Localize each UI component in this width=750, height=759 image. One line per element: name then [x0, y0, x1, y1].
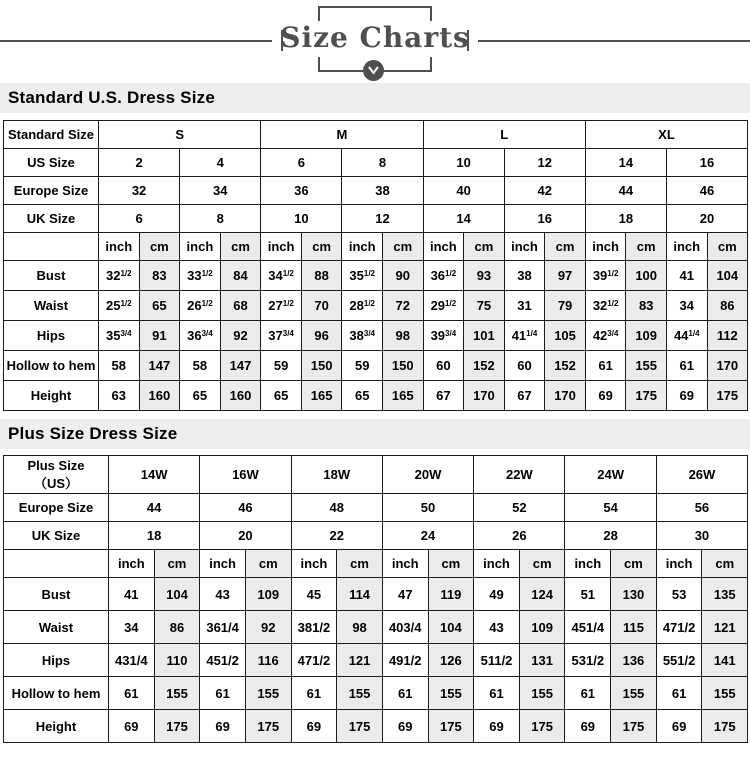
unit-cm-cell: cm — [428, 550, 474, 578]
row-label: UK Size — [4, 205, 99, 233]
table-cell: $32^{1/2}$ — [99, 261, 140, 291]
unit-cm-cell: cm — [337, 550, 383, 578]
table-cell: 26W — [656, 456, 747, 494]
table-cell: 155 — [337, 677, 383, 710]
table-row — [4, 177, 748, 205]
table-cell: 47 — [382, 578, 428, 611]
table-cell: 165 — [382, 381, 423, 411]
table-cell: 68 — [220, 291, 261, 321]
table-cell: 31 — [504, 291, 545, 321]
table-cell: 20 — [200, 522, 291, 550]
table-cell: 58 — [99, 351, 140, 381]
table-cell: 92 — [220, 321, 261, 351]
table-cell: 69 — [291, 710, 337, 743]
table-cell: $35^{1/2}$ — [342, 261, 383, 291]
table-cell: 90 — [382, 261, 423, 291]
table-cell: 155 — [428, 677, 474, 710]
table-cell: 56 — [656, 494, 747, 522]
table-row — [4, 578, 748, 611]
table-cell: $26^{1/2}$ — [180, 291, 221, 321]
table-cell: 10 — [423, 149, 504, 177]
unit-header-row — [4, 233, 748, 261]
table-cell: 40 — [423, 177, 504, 205]
standard-section-title: Standard U.S. Dress Size — [8, 88, 215, 107]
table-cell: 130 — [611, 578, 657, 611]
table-cell: 16W — [200, 456, 291, 494]
table-cell: 155 — [626, 351, 667, 381]
table-cell: 155 — [519, 677, 565, 710]
table-cell: 18 — [109, 522, 200, 550]
table-cell: 381/2 — [291, 611, 337, 644]
table-cell: 59 — [342, 351, 383, 381]
table-cell: 24W — [565, 456, 656, 494]
table-cell: 109 — [245, 578, 291, 611]
table-cell: 451/4 — [565, 611, 611, 644]
table-cell: 69 — [666, 381, 707, 411]
table-cell: 131 — [519, 644, 565, 677]
table-cell: 61 — [656, 677, 702, 710]
plus-section-title: Plus Size Dress Size — [8, 424, 178, 443]
table-cell: 175 — [611, 710, 657, 743]
table-cell: 531/2 — [565, 644, 611, 677]
table-cell: 44 — [109, 494, 200, 522]
table-cell: 104 — [707, 261, 748, 291]
table-cell: 43 — [200, 578, 246, 611]
table-cell: $42^{3/4}$ — [585, 321, 626, 351]
unit-cm-cell: cm — [301, 233, 342, 261]
row-label: Europe Size — [4, 494, 109, 522]
unit-cm-cell: cm — [245, 550, 291, 578]
table-cell: 63 — [99, 381, 140, 411]
table-cell: 41 — [666, 261, 707, 291]
table-cell: 2 — [99, 149, 180, 177]
table-cell: 135 — [702, 578, 748, 611]
table-cell: 69 — [382, 710, 428, 743]
table-row — [4, 121, 748, 149]
table-cell: 50 — [382, 494, 473, 522]
table-cell: 61 — [382, 677, 428, 710]
table-cell: 170 — [545, 381, 586, 411]
plus-section-band — [0, 419, 750, 449]
row-label: Bust — [4, 261, 99, 291]
table-cell: 26 — [474, 522, 565, 550]
unit-inch-cell: inch — [504, 233, 545, 261]
row-label: Waist — [4, 291, 99, 321]
table-cell: 175 — [428, 710, 474, 743]
table-cell: 16 — [666, 149, 747, 177]
row-label: Europe Size — [4, 177, 99, 205]
unit-cm-cell: cm — [702, 550, 748, 578]
table-row — [4, 351, 748, 381]
table-row — [4, 677, 748, 710]
table-cell: 69 — [474, 710, 520, 743]
table-cell: $37^{3/4}$ — [261, 321, 302, 351]
row-label: Hips — [4, 321, 99, 351]
table-cell: 104 — [428, 611, 474, 644]
table-cell: 72 — [382, 291, 423, 321]
table-cell: 4 — [180, 149, 261, 177]
table-cell: 59 — [261, 351, 302, 381]
row-label: Height — [4, 381, 99, 411]
table-cell: 65 — [261, 381, 302, 411]
table-cell: $41^{1/4}$ — [504, 321, 545, 351]
table-cell: 551/2 — [656, 644, 702, 677]
table-cell: 175 — [702, 710, 748, 743]
table-cell: 41 — [109, 578, 155, 611]
table-cell: 147 — [220, 351, 261, 381]
table-row — [4, 456, 748, 494]
row-label: Hollow to hem — [4, 677, 109, 710]
table-cell: 431/4 — [109, 644, 155, 677]
table-cell: 58 — [180, 351, 221, 381]
table-cell: 45 — [291, 578, 337, 611]
table-cell: 8 — [342, 149, 423, 177]
table-cell: 79 — [545, 291, 586, 321]
row-label: Hollow to hem — [4, 351, 99, 381]
table-cell: 22W — [474, 456, 565, 494]
unit-header-row — [4, 550, 748, 578]
table-cell: 18W — [291, 456, 382, 494]
table-cell: 49 — [474, 578, 520, 611]
row-label: Bust — [4, 578, 109, 611]
table-cell: 471/2 — [291, 644, 337, 677]
table-cell: 14 — [585, 149, 666, 177]
table-cell: 14W — [109, 456, 200, 494]
table-cell: 93 — [464, 261, 505, 291]
unit-inch-cell: inch — [261, 233, 302, 261]
table-row — [4, 291, 748, 321]
table-row — [4, 522, 748, 550]
unit-inch-cell: inch — [666, 233, 707, 261]
table-cell: 136 — [611, 644, 657, 677]
unit-inch-cell: inch — [585, 233, 626, 261]
table-cell: 100 — [626, 261, 667, 291]
table-cell: 147 — [139, 351, 180, 381]
chevron-down-icon — [363, 60, 384, 81]
table-cell: 175 — [707, 381, 748, 411]
table-cell: 175 — [519, 710, 565, 743]
table-cell: 121 — [702, 611, 748, 644]
table-cell: 36 — [261, 177, 342, 205]
table-cell: 20W — [382, 456, 473, 494]
unit-inch-cell: inch — [180, 233, 221, 261]
table-cell: 10 — [261, 205, 342, 233]
table-cell: 141 — [702, 644, 748, 677]
unit-cm-cell: cm — [464, 233, 505, 261]
unit-cm-cell: cm — [626, 233, 667, 261]
unit-cm-cell: cm — [139, 233, 180, 261]
table-cell: $44^{1/4}$ — [666, 321, 707, 351]
empty-corner-cell — [4, 233, 99, 261]
table-cell: 155 — [611, 677, 657, 710]
table-cell: 96 — [301, 321, 342, 351]
table-cell: 61 — [474, 677, 520, 710]
unit-inch-cell: inch — [565, 550, 611, 578]
table-cell: 44 — [585, 177, 666, 205]
table-cell: 61 — [291, 677, 337, 710]
size-charts-banner — [0, 0, 750, 83]
table-cell: 88 — [301, 261, 342, 291]
table-cell: 403/4 — [382, 611, 428, 644]
table-cell: 155 — [245, 677, 291, 710]
table-cell: 98 — [337, 611, 383, 644]
table-cell: 97 — [545, 261, 586, 291]
table-cell: 65 — [139, 291, 180, 321]
table-cell: 112 — [707, 321, 748, 351]
table-cell: 12 — [342, 205, 423, 233]
table-cell: 14 — [423, 205, 504, 233]
table-cell: 98 — [382, 321, 423, 351]
table-cell: $36^{3/4}$ — [180, 321, 221, 351]
banner-top-bracket — [318, 6, 432, 21]
table-row — [4, 261, 748, 291]
table-cell: $33^{1/2}$ — [180, 261, 221, 291]
table-cell: 61 — [109, 677, 155, 710]
table-cell: 109 — [626, 321, 667, 351]
table-cell: 152 — [464, 351, 505, 381]
table-cell: $25^{1/2}$ — [99, 291, 140, 321]
table-cell: 6 — [99, 205, 180, 233]
table-cell: 91 — [139, 321, 180, 351]
unit-inch-cell: inch — [474, 550, 520, 578]
standard-size-table — [3, 120, 748, 411]
table-cell: 175 — [245, 710, 291, 743]
table-cell: 46 — [666, 177, 747, 205]
table-cell: 20 — [666, 205, 747, 233]
table-cell: 105 — [545, 321, 586, 351]
unit-cm-cell: cm — [611, 550, 657, 578]
row-label: Waist — [4, 611, 109, 644]
table-row — [4, 494, 748, 522]
table-cell: 54 — [565, 494, 656, 522]
table-cell: $27^{1/2}$ — [261, 291, 302, 321]
table-cell: 116 — [245, 644, 291, 677]
table-cell: 51 — [565, 578, 611, 611]
table-cell: 175 — [337, 710, 383, 743]
table-cell: 115 — [611, 611, 657, 644]
table-cell: 104 — [154, 578, 200, 611]
table-cell: 42 — [504, 177, 585, 205]
table-row — [4, 205, 748, 233]
table-cell: 83 — [626, 291, 667, 321]
table-row — [4, 644, 748, 677]
table-cell: 65 — [180, 381, 221, 411]
unit-cm-cell: cm — [519, 550, 565, 578]
unit-inch-cell: inch — [99, 233, 140, 261]
table-cell: 451/2 — [200, 644, 246, 677]
table-cell: 16 — [504, 205, 585, 233]
table-cell: $32^{1/2}$ — [585, 291, 626, 321]
table-cell: 61 — [585, 351, 626, 381]
table-cell: $35^{3/4}$ — [99, 321, 140, 351]
table-cell: 69 — [585, 381, 626, 411]
unit-cm-cell: cm — [707, 233, 748, 261]
table-cell: 175 — [154, 710, 200, 743]
table-cell: $38^{3/4}$ — [342, 321, 383, 351]
table-cell: 491/2 — [382, 644, 428, 677]
table-cell: 160 — [139, 381, 180, 411]
table-cell: XL — [585, 121, 747, 149]
table-cell: S — [99, 121, 261, 149]
table-cell: 60 — [423, 351, 464, 381]
empty-corner-cell — [4, 550, 109, 578]
table-cell: $36^{1/2}$ — [423, 261, 464, 291]
table-cell: 471/2 — [656, 611, 702, 644]
table-cell: 84 — [220, 261, 261, 291]
table-cell: $39^{1/2}$ — [585, 261, 626, 291]
table-cell: 69 — [109, 710, 155, 743]
table-cell: 121 — [337, 644, 383, 677]
unit-inch-cell: inch — [291, 550, 337, 578]
table-cell: 86 — [154, 611, 200, 644]
table-cell: 46 — [200, 494, 291, 522]
table-cell: 22 — [291, 522, 382, 550]
table-cell: $29^{1/2}$ — [423, 291, 464, 321]
table-cell: 67 — [504, 381, 545, 411]
table-cell: 175 — [626, 381, 667, 411]
table-cell: 114 — [337, 578, 383, 611]
table-cell: $34^{1/2}$ — [261, 261, 302, 291]
row-label: Plus Size （US） — [4, 456, 109, 494]
unit-inch-cell: inch — [342, 233, 383, 261]
table-cell: $39^{3/4}$ — [423, 321, 464, 351]
table-cell: 6 — [261, 149, 342, 177]
table-cell: 124 — [519, 578, 565, 611]
table-cell: 48 — [291, 494, 382, 522]
table-cell: 52 — [474, 494, 565, 522]
table-row — [4, 381, 748, 411]
table-cell: 160 — [220, 381, 261, 411]
table-cell: 109 — [519, 611, 565, 644]
table-cell: 83 — [139, 261, 180, 291]
table-cell: 65 — [342, 381, 383, 411]
table-cell: 361/4 — [200, 611, 246, 644]
unit-cm-cell: cm — [382, 233, 423, 261]
unit-inch-cell: inch — [109, 550, 155, 578]
table-cell: 511/2 — [474, 644, 520, 677]
unit-cm-cell: cm — [220, 233, 261, 261]
table-row — [4, 611, 748, 644]
table-cell: 61 — [666, 351, 707, 381]
table-cell: 110 — [154, 644, 200, 677]
table-cell: 150 — [301, 351, 342, 381]
table-cell: 165 — [301, 381, 342, 411]
table-cell: 43 — [474, 611, 520, 644]
row-label: Height — [4, 710, 109, 743]
table-cell: 70 — [301, 291, 342, 321]
table-cell: 8 — [180, 205, 261, 233]
table-cell: 69 — [200, 710, 246, 743]
table-cell: 67 — [423, 381, 464, 411]
unit-cm-cell: cm — [154, 550, 200, 578]
table-cell: 34 — [109, 611, 155, 644]
unit-inch-cell: inch — [200, 550, 246, 578]
table-row — [4, 710, 748, 743]
row-label: UK Size — [4, 522, 109, 550]
table-cell: $28^{1/2}$ — [342, 291, 383, 321]
table-cell: 18 — [585, 205, 666, 233]
unit-cm-cell: cm — [545, 233, 586, 261]
unit-inch-cell: inch — [423, 233, 464, 261]
table-cell: 53 — [656, 578, 702, 611]
table-cell: 92 — [245, 611, 291, 644]
table-cell: 75 — [464, 291, 505, 321]
row-label: Hips — [4, 644, 109, 677]
plus-size-table — [3, 455, 748, 743]
table-cell: 150 — [382, 351, 423, 381]
table-cell: 34 — [666, 291, 707, 321]
table-cell: 60 — [504, 351, 545, 381]
table-row — [4, 149, 748, 177]
table-cell: 30 — [656, 522, 747, 550]
table-cell: M — [261, 121, 423, 149]
table-cell: 155 — [702, 677, 748, 710]
row-label: Standard Size — [4, 121, 99, 149]
table-cell: 170 — [464, 381, 505, 411]
table-cell: 119 — [428, 578, 474, 611]
table-cell: 126 — [428, 644, 474, 677]
table-cell: 32 — [99, 177, 180, 205]
table-cell: 61 — [200, 677, 246, 710]
table-cell: L — [423, 121, 585, 149]
unit-inch-cell: inch — [656, 550, 702, 578]
table-cell: 69 — [656, 710, 702, 743]
table-cell: 38 — [504, 261, 545, 291]
page-title: Size Charts — [280, 21, 470, 54]
table-cell: 12 — [504, 149, 585, 177]
table-cell: 155 — [154, 677, 200, 710]
table-row — [4, 321, 748, 351]
table-cell: 28 — [565, 522, 656, 550]
standard-section-band — [0, 83, 750, 113]
table-cell: 170 — [707, 351, 748, 381]
table-cell: 34 — [180, 177, 261, 205]
unit-inch-cell: inch — [382, 550, 428, 578]
table-cell: 101 — [464, 321, 505, 351]
table-cell: 61 — [565, 677, 611, 710]
table-cell: 86 — [707, 291, 748, 321]
table-cell: 69 — [565, 710, 611, 743]
table-cell: 24 — [382, 522, 473, 550]
table-cell: 38 — [342, 177, 423, 205]
row-label: US Size — [4, 149, 99, 177]
table-cell: 152 — [545, 351, 586, 381]
